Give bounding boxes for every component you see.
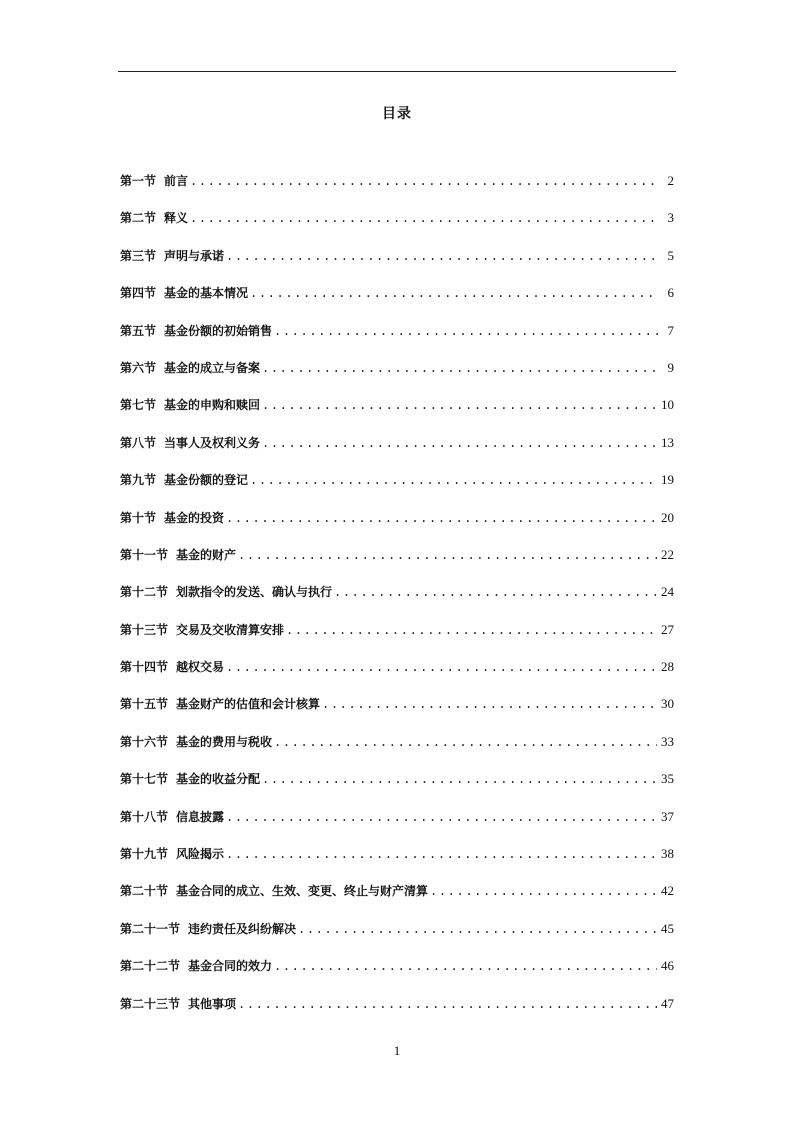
toc-section-number: 第二十三节 xyxy=(120,996,181,1011)
toc-section-number: 第二节 xyxy=(120,211,157,226)
toc-heading: 越权交易 xyxy=(176,660,225,675)
toc-heading: 基金的费用与税收 xyxy=(176,734,273,749)
toc-entry[interactable] xyxy=(120,919,674,956)
toc-page-number: 2 xyxy=(667,173,674,188)
toc-heading: 风险揭示 xyxy=(176,847,225,862)
toc-heading: 交易及交收清算安排 xyxy=(176,622,285,637)
toc-title: 目录 xyxy=(382,106,412,122)
toc-page-number: 47 xyxy=(661,995,674,1011)
toc-entry[interactable] xyxy=(120,881,674,918)
toc-entry[interactable] xyxy=(120,769,674,806)
toc-dot-leader xyxy=(274,732,657,752)
toc-section-number: 第十六节 xyxy=(120,734,169,749)
toc-section-number: 第十一节 xyxy=(120,547,169,562)
toc-section-number: 第七节 xyxy=(120,398,157,413)
toc-page-number: 28 xyxy=(661,659,674,675)
toc-entry[interactable] xyxy=(120,208,674,245)
toc-section-number: 第二十二节 xyxy=(120,959,181,974)
toc-dot-leader xyxy=(262,433,657,453)
toc-dot-leader xyxy=(262,358,658,378)
toc-entry[interactable] xyxy=(120,470,674,507)
toc-dot-leader xyxy=(322,694,657,714)
toc-dot-leader xyxy=(430,881,657,901)
toc-page-number: 13 xyxy=(661,434,674,450)
toc-dot-leader xyxy=(286,620,657,640)
toc-entry[interactable] xyxy=(120,620,674,657)
toc-heading: 基金份额的初始销售 xyxy=(164,323,273,338)
toc-dot-leader xyxy=(226,657,657,677)
toc-entry[interactable] xyxy=(120,395,674,432)
toc-heading: 基金的收益分配 xyxy=(176,772,261,787)
toc-page-number: 42 xyxy=(661,883,674,899)
toc-entry[interactable] xyxy=(120,545,674,582)
toc-section-number: 第十七节 xyxy=(120,772,169,787)
toc-page-number: 33 xyxy=(661,733,674,749)
toc-page-number: 7 xyxy=(667,322,674,338)
toc-dot-leader xyxy=(274,321,658,341)
toc-heading: 基金合同的成立、生效、变更、终止与财产清算 xyxy=(176,884,429,899)
toc-dot-leader xyxy=(298,919,657,939)
toc-heading: 基金的财产 xyxy=(176,547,237,562)
toc-heading: 基金的基本情况 xyxy=(164,286,249,301)
toc-entry[interactable] xyxy=(120,844,674,881)
toc-heading: 当事人及权利义务 xyxy=(164,435,261,450)
toc-section-number: 第十四节 xyxy=(120,660,169,675)
toc-section-number: 第十八节 xyxy=(120,809,169,824)
toc-heading: 释义 xyxy=(164,211,189,226)
toc-section-number: 第四节 xyxy=(120,286,157,301)
toc-heading: 基金合同的效力 xyxy=(188,959,273,974)
toc-entry[interactable] xyxy=(120,807,674,844)
table-of-contents xyxy=(120,171,674,1031)
toc-heading: 前言 xyxy=(164,174,189,188)
toc-entry[interactable] xyxy=(120,582,674,619)
toc-page-number: 20 xyxy=(661,509,674,525)
toc-page-number: 27 xyxy=(661,621,674,637)
toc-entry[interactable] xyxy=(120,283,674,320)
toc-section-number: 第五节 xyxy=(120,323,157,338)
toc-entry[interactable] xyxy=(120,956,674,993)
toc-page-number: 5 xyxy=(667,247,674,263)
toc-heading: 其他事项 xyxy=(188,996,237,1011)
toc-dot-leader xyxy=(238,545,657,565)
toc-heading: 信息披露 xyxy=(176,809,225,824)
page-number: 1 xyxy=(393,1043,401,1058)
toc-dot-leader xyxy=(226,844,657,864)
toc-dot-leader xyxy=(226,246,658,266)
toc-dot-leader xyxy=(190,171,658,191)
toc-section-number: 第九节 xyxy=(120,473,157,488)
toc-entry[interactable] xyxy=(120,321,674,358)
toc-heading: 基金份额的登记 xyxy=(164,473,249,488)
toc-entry[interactable] xyxy=(120,657,674,694)
toc-section-number: 第八节 xyxy=(120,435,157,450)
toc-section-number: 第十三节 xyxy=(120,622,169,637)
toc-page-number: 30 xyxy=(661,696,674,712)
toc-entry[interactable] xyxy=(120,358,674,395)
toc-heading: 基金财产的估值和会计核算 xyxy=(176,697,321,712)
toc-dot-leader xyxy=(190,208,658,228)
toc-section-number: 第三节 xyxy=(120,248,157,263)
toc-dot-leader xyxy=(334,582,657,602)
toc-page-number: 10 xyxy=(661,397,674,413)
header-rule xyxy=(118,71,676,72)
toc-dot-leader xyxy=(226,508,657,528)
toc-heading: 基金的投资 xyxy=(164,510,225,525)
toc-entry[interactable] xyxy=(120,171,674,208)
toc-page-number: 24 xyxy=(661,584,674,600)
toc-section-number: 第六节 xyxy=(120,360,157,375)
toc-page-number: 46 xyxy=(661,958,674,974)
toc-dot-leader xyxy=(250,283,658,303)
toc-dot-leader xyxy=(262,395,657,415)
toc-section-number: 第十二节 xyxy=(120,585,169,600)
toc-heading: 违约责任及纠纷解决 xyxy=(188,921,297,936)
toc-page-number: 3 xyxy=(667,210,674,226)
toc-dot-leader xyxy=(274,956,657,976)
toc-section-number: 第一节 xyxy=(120,174,157,188)
toc-entry[interactable] xyxy=(120,246,674,283)
toc-heading: 基金的申购和赎回 xyxy=(164,398,261,413)
toc-page-number: 45 xyxy=(661,920,674,936)
toc-heading: 基金的成立与备案 xyxy=(164,360,261,375)
toc-heading: 划款指令的发送、确认与执行 xyxy=(176,585,333,600)
toc-section-number: 第十节 xyxy=(120,510,157,525)
toc-page-number: 37 xyxy=(661,808,674,824)
toc-section-number: 第二十节 xyxy=(120,884,169,899)
toc-entry[interactable] xyxy=(120,433,674,470)
toc-page-number: 22 xyxy=(661,546,674,562)
toc-page-number: 9 xyxy=(667,359,674,375)
toc-dot-leader xyxy=(262,769,657,789)
toc-section-number: 第十五节 xyxy=(120,697,169,712)
toc-dot-leader xyxy=(226,807,657,827)
toc-dot-leader xyxy=(250,470,657,490)
toc-dot-leader xyxy=(238,994,657,1014)
toc-page-number: 38 xyxy=(661,846,674,862)
toc-entry[interactable] xyxy=(120,994,674,1031)
toc-heading: 声明与承诺 xyxy=(164,248,225,263)
toc-page-number: 35 xyxy=(661,771,674,787)
toc-entry[interactable] xyxy=(120,508,674,545)
toc-page-number: 6 xyxy=(667,285,674,301)
toc-section-number: 第十九节 xyxy=(120,847,169,862)
toc-entry[interactable] xyxy=(120,732,674,769)
toc-page-number: 19 xyxy=(661,472,674,488)
toc-entry[interactable] xyxy=(120,694,674,731)
toc-section-number: 第二十一节 xyxy=(120,921,181,936)
